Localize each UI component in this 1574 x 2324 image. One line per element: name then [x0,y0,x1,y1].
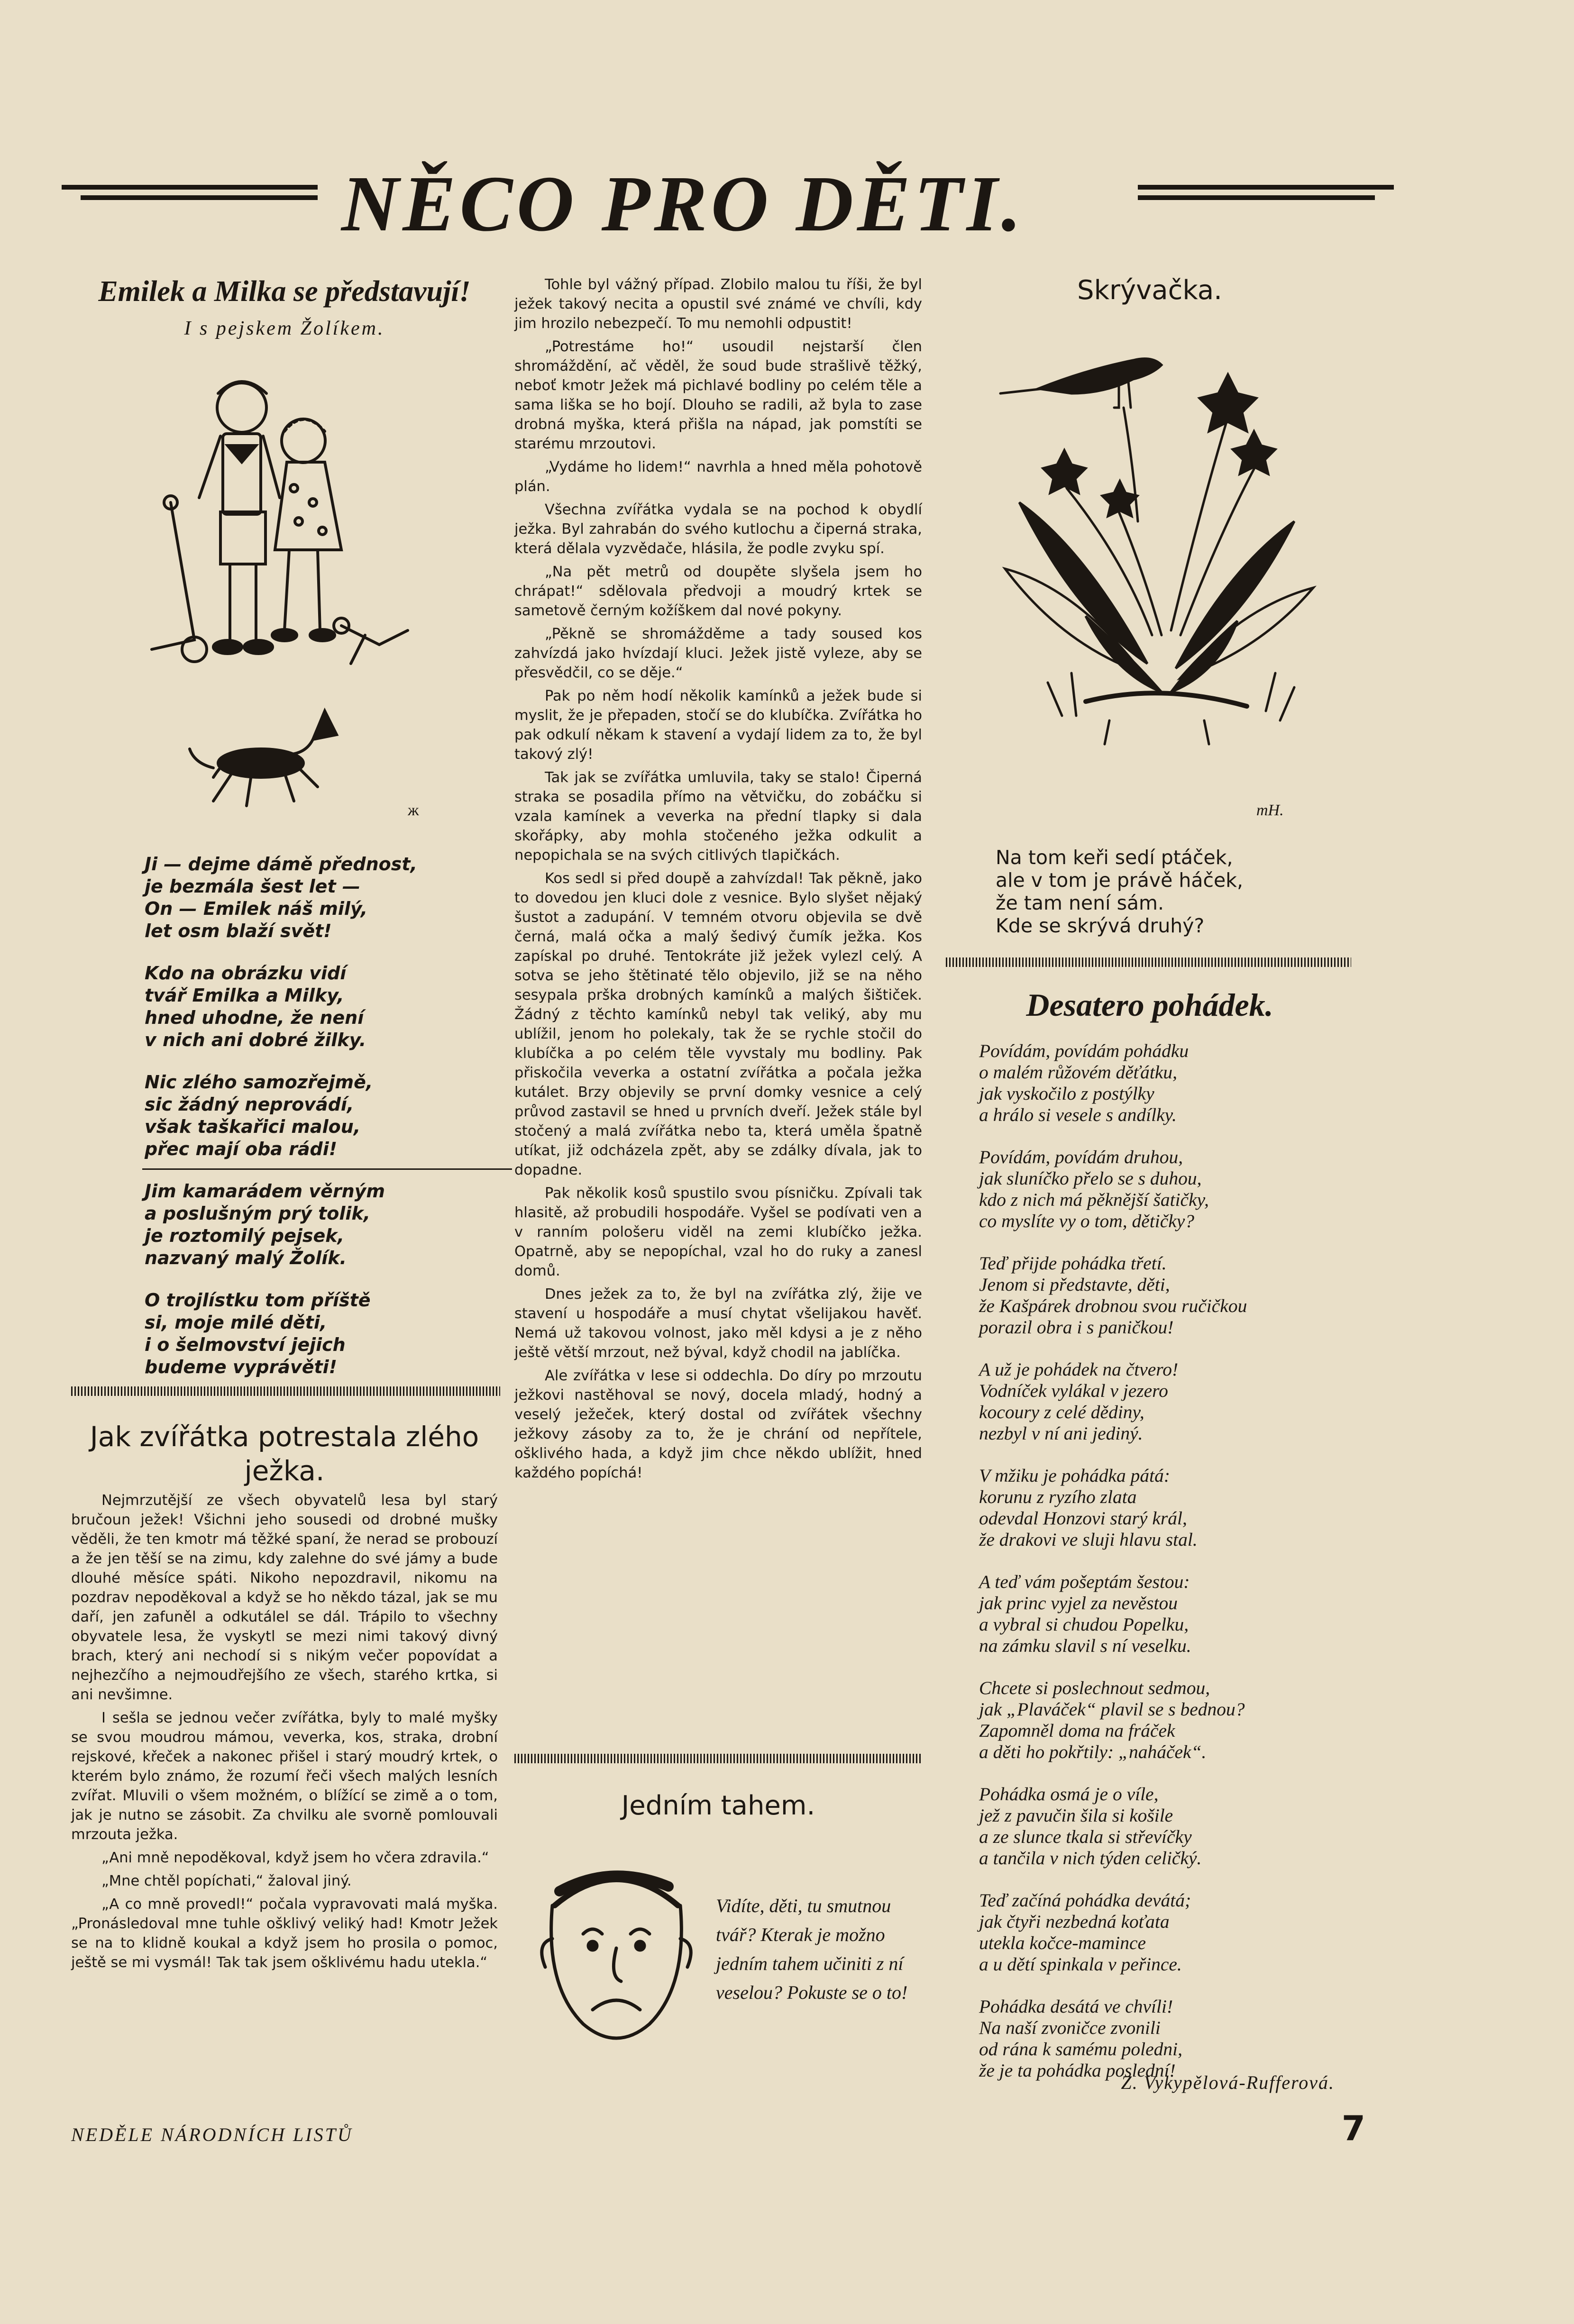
story-paragraph: Pak po něm hodí několik kamínků a ježek bude si myslit, že je přepaden, stočí se do klubíčka. Zvířátka ho pak odkulí někam k stavení a vydají lidem za to, že byl takový zlý! [514,688,922,763]
poem-stanza: Pohádka osmá je o víle, jež z pavučin šila si košile a ze slunce tkala si střevíčky a tančila v nich týden celičký. [979,1784,1202,1868]
poem-stanza: Chcete si poslechnout sedmou, jak „Plaváček“ plavil se s bednou? Zapomněl doma na fráček a děti ho pokřtily: „naháček“. [979,1677,1245,1762]
story-paragraph: „A co mně provedl!“ počala vypravovati malá myška. „Pronásledoval mne tuhle ošklivý veliký had! Kmotr Ježek se na to klidně koukal a když jsem ho prosila o pomoc, ještě se mi vysmál! Tak tak jsem ošklivému hadu utekla.“ [71,1896,498,1971]
masthead-rule-left [62,185,318,232]
page-number: 7 [1341,2108,1365,2148]
poem-author: Z. Vykypělová-Rufferová. [1121,2072,1335,2093]
poem-divider [142,1168,512,1170]
section-divider [946,957,1351,967]
hidden-picture-title: Skrývačka. [1077,275,1222,306]
fairytales-poem [979,1040,1368,2102]
publication-name: NEDĚLE NÁRODNÍCH LISTŮ [71,2124,353,2145]
story-paragraph: Tohle byl vážný případ. Zlobilo malou tu říši, že byl ježek takový necita a opustil své známé ve chvíli, kdy jim hrozilo nebezpečí. To mu nemohli odpustit! [514,276,922,332]
intro-subtitle: I s pejskem Žolíkem. [184,318,385,339]
story-paragraph: „Pěkně se shromážděme a tady soused kos zahvízdá jako hvízdají kluci. Ježek jistě vyleze, aby se přesvědčil, co se děje.“ [514,626,922,681]
story-paragraph: „Ani mně nepoděkoval, když jsem ho včera zdravila.“ [101,1850,489,1866]
story-paragraph: Nejmrzutější ze všech obyvatelů lesa byl starý bručoun ježek! Všichni jeho sousedi od drobné mušky věděli, že ten kmotr má těžké spaní, že nerad se probouzí a že jen těší se na zimu, kdy zalehne do své jámy a bude dlouhé měsíce spáti. Nikoho nepozdravil, nikomu na pozdrav nepoděkoval a když se ho někdo tázal, jak se mu daří, jen zafuněl a odkutálel se dál. Trápilo to všechny obyvatele lesa, že vyskytl se mezi nimi takový divný brach, který ani nechodí si s nikým večer popovídat a nejhezčího a nejmoudřejšího ze všech, starého krtka, si ani nevšimne. [71,1492,498,1703]
poem-stanza: Ji — dejme dámě přednost, je bezmála šest let — On — Emilek náš milý, let osm blaží svět! [145,854,417,941]
children-dog-illustration [142,360,446,825]
story-title: Jak zvířátka potrestala zlého ježka. [90,1421,479,1487]
poem-stanza: Povídám, povídám pohádku o malém růžovém děťátku, jak vyskočilo z postýlky a hrálo si vesele s andílky. [979,1040,1189,1125]
intro-poem [145,853,505,1398]
poem-stanza: A už je pohádek na čtvero! Vodníček vylákal v jezero kocoury z celé dědiny, nezbyl v ní ani jediný. [979,1359,1179,1444]
story-paragraph: „Na pět metrů od doupěte slyšela jsem ho chrápat!“ sdělovala předvoji a moudrý krtek se sametově černým kožíškem dal nové pokyny. [514,564,922,619]
story-paragraph: Tak jak se zvířátka umluvila, taky se stalo! Čiperná straka se posadila přímo na větvičku, do zobáčku si vzala kamínek a veverka na přední tlapky si dala skořápky, aby mohla stočeného ježka odkulit a nepopichala se na svých citlivých tlapičkách. [514,769,922,864]
story-paragraph: Ale zvířátka v lese si oddechla. Do díry po mrzoutu ježkovi nastěhoval se nový, docela mladý, hodný a veselý ježeček, který dostal od zvířátek všechny ježkovy zásoby za to, že je chrání od nepřítele, ošklivého hada, a když jim chce někdo ublížit, hned každého popíchá! [514,1367,922,1481]
poem-stanza: Povídám, povídám druhou, jak sluníčko přelo se s duhou, kdo z nich má pěknější šatičky, co myslíte vy o tom, dětičky? [979,1147,1209,1231]
illustration-signature: mH. [1256,802,1284,819]
poem-stanza: O trojlístku tom příště si, moje milé děti, i o šelmovství jejich budeme vyprávěti! [145,1290,371,1377]
story-paragraph: Kos sedl si před doupě a zahvízdal! Tak pěkně, jako to dovedou jen kluci dole z vesnice. Bylo slyšet nějaký šustot a zadupání. V temném otvoru objevila se dvě černá, malá očka a malý šedivý čumík ježka. Kos zapískal po druhé. Tentokráte již ježek vylezl celý. A sotva se jeho štětinaté tělo objevilo, již se na něho sesypala prška drobných kamínků a malých šištiček. Žádný z těchto kamínků nebyl tak veliký, aby mu ublížil, jenom ho polekaly, tak že se rychle stočil do klubíčka a po celém těle vyvstaly mu bodliny. Pak přiskočila veverka a ostatní zvířátka a počala ježka kutálet. Brzy objevily se první domky vesnice a celý průvod zastavil se hned u prvních dveří. Ježek stále byl stočený a malá zvířátka nebo ta, která uměla špatně utíkat, již odcházela zpět, aby se zdálky dívala, jak to dopadne. [514,870,922,1178]
sad-face-drawing [526,1834,706,2057]
bush-with-bird-illustration [991,322,1323,834]
masthead-rule-right [1138,185,1394,232]
poem-stanza: Teď začíná pohádka devátá; jak čtyři nezbedná koťata utekla kočce-mamince a u dětí spinkala v peřince. [979,1890,1191,1975]
poem-stanza: Jim kamarádem věrným a poslušným prý tolik, je roztomilý pejsek, nazvaný malý Žolík. [145,1181,385,1268]
puzzle-title: Jedním tahem. [621,1790,815,1821]
story-paragraph: „Vydáme ho lidem!“ navrhla a hned měla pohotově plán. [514,459,922,495]
puzzle-text: Vidíte, děti, tu smutnou tvář? Kterak je možno jedním tahem učiniti z ní veselou? Pokuste se o to! [716,1895,908,2003]
poem-stanza: Kdo na obrázku vidí tvář Emilka a Milky, hned uhodne, že není v nich ani dobré žilky. [145,963,366,1050]
poem-stanza: V mžiku je pohádka pátá: korunu z ryzího zlata odevdal Honzovi starý král, že drakovi ve sluji hlavu stal. [979,1465,1198,1550]
hidden-picture-text: Na tom keři sedí ptáček, ale v tom je právě háček, že tam není sám. Kde se skrývá druhý? [996,846,1244,937]
poem-stanza: Teď přijde pohádka třetí. Jenom si představte, děti, že Kašpárek drobnou svou ručičkou porazil obra i s paničkou! [979,1253,1247,1338]
story-paragraph: „Potrestáme ho!“ usoudil nejstarší člen shromáždění, ač věděl, že soud bude strašlivě těžký, neboť kmotr Ježek má pichlavé bodliny po celém těle a sama liška se ho bojí. Dlouho se radili, až byla to zase drobná myška, která přišla na nápad, jak pomstíti se starému mrzoutovi. [514,338,922,452]
story-paragraph: I sešla se jednou večer zvířátka, byly to malé myšky se svou moudrou mámou, veverka, kos, straka, drobní rejskové, křeček a nakonec přišel i starý moudrý krtek, o kterém bylo známo, že rozumí řeči všech malých lesních zvířat. Mluvili o všem možném, o blížící se zimě a o tom, jak je nutno se zásobit. Za chvilku ale svorně pomlouvali mrzouta ježka. [71,1710,498,1843]
poem-stanza: Pohádka desátá ve chvíli! Na naší zvoničce zvonili od rána k samému poledni, že je ta pohádka poslední! [979,1996,1182,2081]
section-divider [514,1754,922,1763]
story-paragraph: Všechna zvířátka vydala se na pochod k obydlí ježka. Byl zahrabán do svého kutlochu a čiperná straka, která dělala vyzvědače, hlásila, že podle zvyku spí. [514,501,922,557]
story-paragraph: Dnes ježek za to, že byl na zvířátka zlý, žije ve stavení u hospodáře a musí chytat všelijakou havěť. Nemá už takovou volnost, jako měl kdysi a je z něho ještě větší mrzout, než býval, když chodil na jablíčka. [514,1286,922,1361]
poem-stanza: Nic zlého samozřejmě, sic žádný neprovádí, však taškařici malou, přec mají oba rádi! [145,1072,373,1159]
section-divider [71,1386,500,1396]
intro-title: Emilek a Milka se představují! [98,275,471,308]
page-title: NĚCO PRO DĚTI. [341,160,1025,248]
story-paragraph: Pak několik kosů spustilo svou písničku. Zpívali tak hlasitě, až probudili hospodáře. Vyšel se podívati ven a v ranním pološeru viděl na zemi klubíčko ježka. Opatrně, aby se nepopíchal, vzal ho do ruky a zanesl domů. [514,1185,922,1279]
story-column-1 [71,1491,498,1976]
poem-stanza: A teď vám pošeptám šestou: jak princ vyjel za nevěstou a vybral si chudou Popelku, na zámku slavil s ní veselku. [979,1571,1191,1656]
story-paragraph: „Mne chtěl popíchati,“ žaloval jiný. [101,1873,352,1889]
illustration-signature: ж [408,802,419,819]
story-column-2 [514,275,922,1486]
fairytales-title: Desatero pohádek. [1026,987,1273,1023]
